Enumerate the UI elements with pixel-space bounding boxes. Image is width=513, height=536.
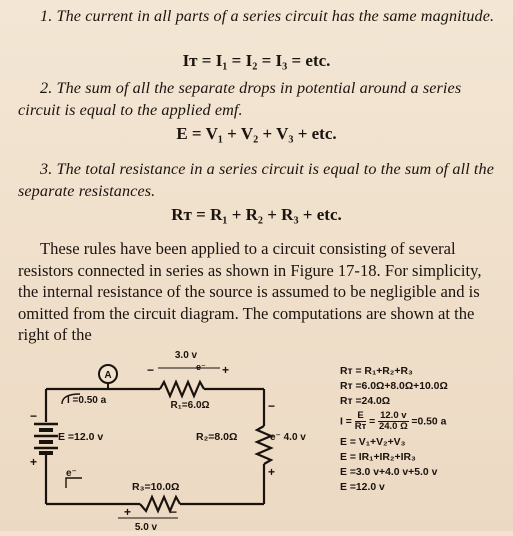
r2-voltage-drop: e⁻ 4.0 v: [270, 432, 306, 443]
eq-e-result: E =12.0 v: [340, 482, 385, 493]
eq-rt-sum: Rᴛ = R₁+R₂+R₃: [340, 366, 413, 377]
rule-3-formula: Rᴛ = R₁ + R₂ + R₃ + etc.: [171, 205, 342, 224]
rule-3-text: 3. The total resistance in a series circuit is equal to the sum of all the separate resistances.: [18, 160, 495, 200]
eq-e-sum: E = V₁+V₂+V₃: [340, 437, 406, 448]
current-label: I =0.50 a: [67, 395, 107, 406]
eq-e-values: E =3.0 v+4.0 v+5.0 v: [340, 467, 438, 478]
source-plus: +: [30, 455, 38, 469]
computations-block: [340, 366, 510, 497]
electron-label-left: e⁻: [66, 468, 77, 479]
rule-2-formula: E = V₁ + V₂ + V₃ + etc.: [176, 124, 337, 143]
rule-1-formula: Iᴛ = I₁ = I₂ = I₃ = etc.: [182, 51, 331, 70]
r2-polarity-minus: −: [268, 399, 276, 413]
r1-voltage-drop: 3.0 v: [174, 350, 198, 361]
r3-voltage-drop: 5.0 v: [134, 522, 158, 531]
r1-electron-arrow: e⁻: [196, 362, 206, 372]
battery-source: [34, 424, 58, 453]
r1-label: R₁=6.0Ω: [170, 400, 210, 411]
r2-polarity-plus: +: [268, 465, 276, 479]
body-paragraph: These rules have been applied to a circuit consisting of several resistors connected in series as shown in Figure 17-18. For simplicity, the internal resistance of the source is assumed to be negligible and is omitted from the circuit diagram. The computations are shown at the right of the: [18, 239, 482, 344]
r1-polarity-plus: +: [222, 363, 230, 377]
r3-polarity-plus: +: [124, 505, 132, 519]
source-minus: −: [30, 409, 38, 423]
r3-polarity-minus: −: [170, 505, 178, 519]
resistor-r2: [257, 426, 271, 464]
eq-e-ir: E = IR₁+IR₂+IR₃: [340, 452, 416, 463]
r1-polarity-minus: −: [147, 363, 155, 377]
electron-flow-arrow-icon: [66, 478, 82, 488]
ammeter-label: A: [104, 370, 112, 381]
r3-label: R₃=10.0Ω: [132, 481, 180, 493]
rule-2-text: 2. The sum of all the separate drops in potential around a series circuit is equal to the applied emf.: [18, 79, 462, 119]
eq-current: I = $\frac{E}{\text{Rᴛ}}$ = $\frac{12.0 v}{24.0 \Omega}$ =0.50 a: [340, 410, 447, 432]
rule-1-text: 1. The current in all parts of a series circuit has the same magnitude.: [40, 7, 495, 25]
resistor-r1: [160, 382, 204, 396]
r2-label: R₂=8.0Ω: [196, 431, 238, 443]
eq-rt-values: Rᴛ =6.0Ω+8.0Ω+10.0Ω: [340, 381, 448, 392]
source-emf: E =12.0 v: [58, 431, 104, 443]
eq-rt-result: Rᴛ =24.0Ω: [340, 396, 391, 407]
